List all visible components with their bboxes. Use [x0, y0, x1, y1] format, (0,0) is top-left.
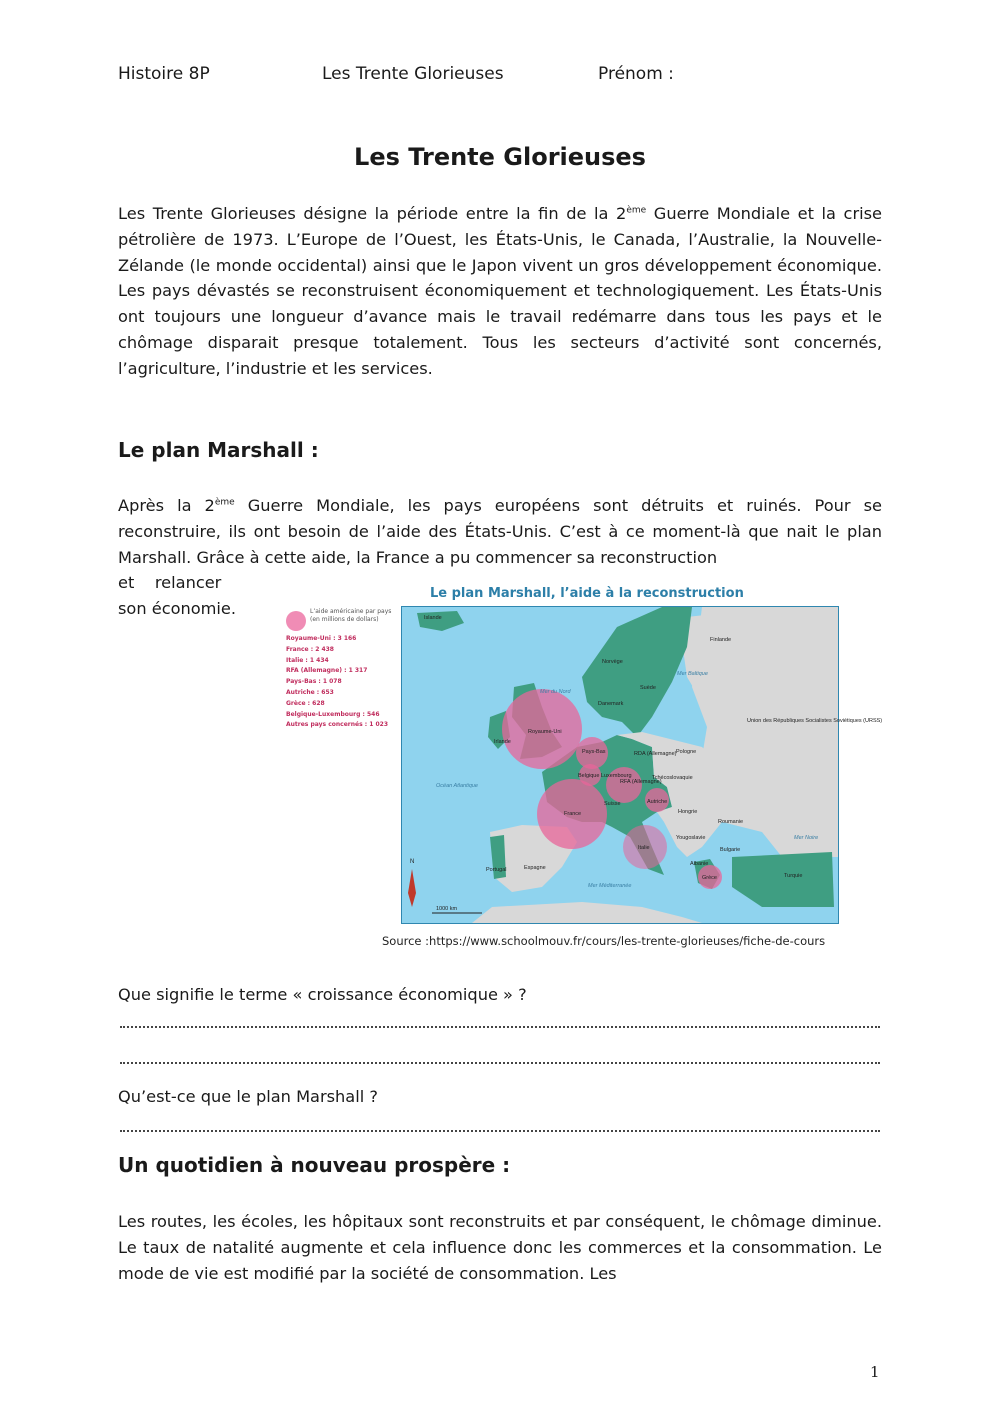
north-label: N	[410, 859, 415, 865]
answer-line[interactable]	[120, 1012, 880, 1028]
legend-item: Autriche : 653	[286, 688, 334, 696]
answer-line[interactable]	[120, 1116, 880, 1132]
map-title: Le plan Marshall, l’aide à la reconstruction	[430, 586, 744, 601]
legend-item: France : 2 438	[286, 645, 334, 653]
map-source: Source :https://www.schoolmouv.fr/cours/les-trente-glorieuses/fiche-de-cours	[382, 934, 826, 948]
label-suede: Suède	[640, 685, 656, 691]
marshall-plan-map	[401, 606, 883, 924]
label-mer-noire: Mer Noire	[794, 835, 819, 841]
legend-circle-icon	[286, 611, 306, 631]
question-2: Qu’est-ce que le plan Marshall ?	[118, 1087, 378, 1106]
label-norvege: Norvège	[602, 659, 623, 665]
legend-list	[286, 634, 402, 731]
label-danemark: Danemark	[598, 701, 624, 707]
label-turquie: Turquie	[784, 873, 803, 879]
label-tchecoslovaquie: Tchécoslovaquie	[652, 775, 693, 781]
label-mer-baltique: Mer Baltique	[677, 671, 708, 677]
label-autriche: Autriche	[647, 799, 668, 805]
label-suisse: Suisse	[604, 801, 621, 807]
label-royaume-uni: Royaume-Uni	[528, 729, 562, 735]
map-legend	[286, 608, 402, 731]
label-mer-mediterranee: Mer Méditerranée	[588, 883, 632, 889]
header-name-label: Prénom :	[598, 64, 674, 84]
legend-header: L’aide américaine par pays (en millions de dollars)	[310, 608, 392, 623]
question-1: Que signifie le terme « croissance économique » ?	[118, 985, 527, 1004]
legend-item: Grèce : 628	[286, 699, 325, 707]
label-bulgarie: Bulgarie	[720, 847, 741, 853]
label-hongrie: Hongrie	[678, 809, 698, 815]
label-finlande: Finlande	[710, 637, 732, 643]
label-irlande: Irlande	[494, 739, 511, 745]
legend-item: Pays-Bas : 1 078	[286, 678, 342, 686]
label-yougoslavie: Yougoslavie	[676, 835, 706, 841]
label-roumanie: Roumanie	[718, 819, 744, 825]
label-pays-bas: Pays-Bas	[582, 749, 606, 755]
marshall-paragraph-end-b: son économie.	[118, 599, 237, 618]
label-grece: Grèce	[702, 875, 717, 881]
label-pologne: Pologne	[676, 749, 697, 755]
legend-item: Autres pays concernés : 1 023	[286, 721, 389, 729]
label-portugal: Portugal	[486, 867, 507, 873]
label-ocean: Océan Atlantique	[436, 783, 478, 789]
page-number: 1	[870, 1363, 880, 1381]
label-espagne: Espagne	[524, 865, 546, 871]
scale-label: 1000 km	[436, 906, 458, 912]
label-france: France	[564, 811, 582, 817]
label-italie: Italie	[638, 845, 650, 851]
section-heading-marshall: Le plan Marshall :	[118, 438, 319, 462]
label-rda: RDA (Allemagne)	[634, 751, 677, 757]
legend-item: RFA (Allemagne) : 1 317	[286, 667, 368, 675]
header-topic: Les Trente Glorieuses	[322, 64, 504, 84]
legend-item: Belgique-Luxembourg : 546	[286, 710, 380, 718]
section-heading-quotidien: Un quotidien à nouveau prospère :	[118, 1153, 511, 1177]
label-mer-nord: Mer du Nord	[540, 689, 571, 695]
label-albanie: Albanie	[690, 861, 709, 867]
answer-line[interactable]	[120, 1048, 880, 1064]
page-title: Les Trente Glorieuses	[354, 143, 646, 171]
legend-item: Royaume-Uni : 3 166	[286, 635, 357, 642]
marshall-paragraph: Après la 2ème Guerre Mondiale, les pays européens sont détruits et ruinés. Pour se reconstruire, ils ont besoin de l’aide des États-Unis. C’est à ce moment-là que nait le plan Marshall. Grâce à cette aide, la France a pu commencer sa reconstruction	[118, 496, 882, 567]
label-belgique: Belgique Luxembourg	[578, 773, 632, 779]
legend-item: Italie : 1 434	[286, 656, 329, 664]
label-islande: Islande	[424, 615, 442, 621]
marshall-paragraph-end-a: et relancer	[118, 573, 222, 592]
label-urss: Union des Républiques Socialistes Soviétiques (URSS)	[747, 718, 883, 724]
label-rfa: RFA (Allemagne)	[620, 779, 662, 785]
intro-paragraph: Les Trente Glorieuses désigne la période entre la fin de la 2ème Guerre Mondiale et la crise pétrolière de 1973. L’Europe de l’Ouest, les États-Unis, le Canada, l’Australie, la Nouvelle-Zélande (le monde occidental) ainsi que le Japon vivent un gros développement économique. Les pays dévastés se reconstruisent économiquement et technologiquement. Les États-Unis ont toujours une longueur d’avance mais le travail redémarre dans tous les pays et le chômage disparait presque totalement. Tous les secteurs d’activité sont concernés, l’agriculture, l’industrie et les services.	[118, 204, 882, 378]
header-subject: Histoire 8P	[118, 64, 210, 84]
europe-map-svg	[402, 607, 883, 923]
quotidien-paragraph: Les routes, les écoles, les hôpitaux sont reconstruits et par conséquent, le chômage diminue. Le taux de natalité augmente et cela influence donc les commerces et la consommation. Le mode de vie est modifié par la société de consommation. Les	[118, 1212, 882, 1283]
